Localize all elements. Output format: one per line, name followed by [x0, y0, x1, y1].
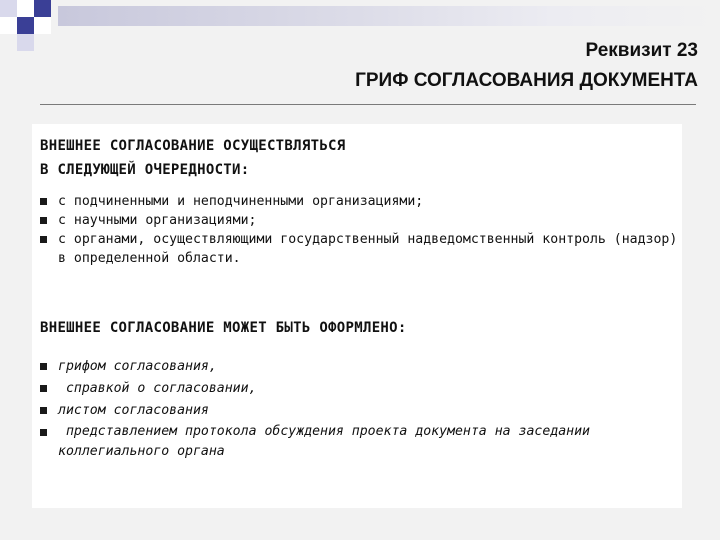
- square-bullet-icon: [40, 236, 47, 243]
- decor-square: [34, 17, 51, 34]
- slide-subtitle: Реквизит 23: [585, 40, 698, 61]
- list-item: [40, 356, 682, 378]
- bullet-list: [40, 356, 682, 462]
- list-item-text: справкой о согласовании,: [58, 381, 257, 396]
- section-heading: [40, 134, 682, 182]
- decor-square: [17, 0, 34, 17]
- decor-square: [34, 0, 51, 17]
- decor-square: [0, 0, 17, 17]
- list-item-text: с органами, осуществляющими государственный надведомственный контроль (надзор) в определенной области.: [58, 232, 678, 266]
- slide-title: ГРИФ СОГЛАСОВАНИЯ ДОКУМЕНТА: [355, 70, 698, 91]
- heading-line: В СЛЕДУЮЩЕЙ ОЧЕРЕДНОСТИ:: [40, 162, 250, 178]
- list-item-text: с подчиненными и неподчиненными организациями;: [58, 194, 424, 209]
- list-item: [40, 192, 682, 211]
- list-item: [40, 378, 682, 400]
- square-bullet-icon: [40, 429, 47, 436]
- list-item: [40, 422, 682, 462]
- list-item-text: представлением протокола обсуждения проекта документа на заседании коллегиального органа: [58, 424, 598, 459]
- header-gradient-bar: [58, 6, 720, 26]
- list-item-text: с научными организациями;: [58, 213, 257, 228]
- list-item: [40, 211, 682, 230]
- decor-square: [17, 34, 34, 51]
- decor-square: [0, 17, 17, 34]
- list-item: [40, 230, 682, 268]
- list-item-text: грифом согласования,: [58, 359, 217, 374]
- section-forms: [40, 316, 682, 462]
- decor-square: [17, 17, 34, 34]
- heading-line: ВНЕШНЕЕ СОГЛАСОВАНИЕ ОСУЩЕСТВЛЯТЬСЯ: [40, 138, 346, 154]
- title-divider: [40, 104, 696, 105]
- square-bullet-icon: [40, 363, 47, 370]
- section-order: [40, 134, 682, 268]
- list-item-text: листом согласования: [58, 403, 209, 418]
- content-panel: [32, 124, 682, 508]
- square-bullet-icon: [40, 385, 47, 392]
- section-heading: ВНЕШНЕЕ СОГЛАСОВАНИЕ МОЖЕТ БЫТЬ ОФОРМЛЕНО:: [40, 320, 407, 336]
- bullet-list: [40, 192, 682, 268]
- square-bullet-icon: [40, 198, 47, 205]
- list-item: [40, 400, 682, 422]
- square-bullet-icon: [40, 217, 47, 224]
- square-bullet-icon: [40, 407, 47, 414]
